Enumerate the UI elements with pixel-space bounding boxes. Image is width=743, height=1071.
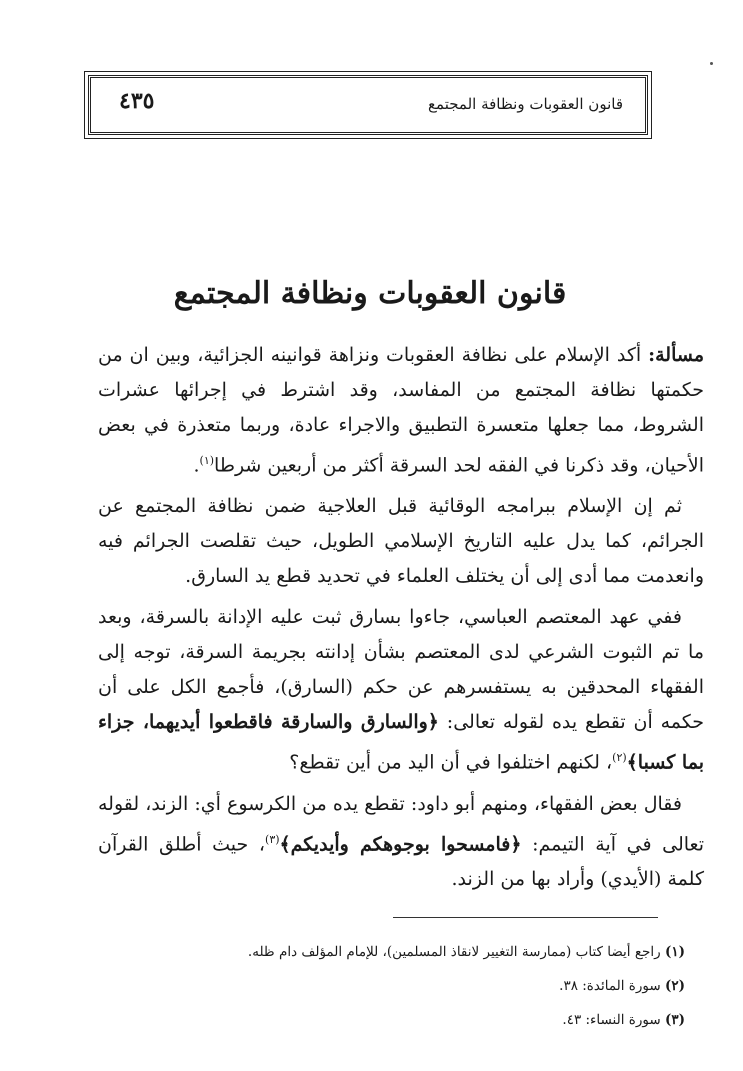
footnote-1: [125, 935, 685, 969]
paragraph-text: فقال بعض الفقهاء، ومنهم أبو داود: تقطع يده من الكرسوع أي: الزند، لقوله تعالى في آية التيمم:: [98, 792, 704, 855]
paragraph-2: [98, 489, 704, 594]
footnote-number: (٢): [664, 978, 685, 994]
footnotes: [125, 935, 685, 1037]
quran-verse: ﴿فامسحوا بوجوهكم وأيديكم﴾: [279, 832, 522, 855]
paragraph-text: ، حيث أطلق القرآن كلمة (الأيدي) وأراد بها من الزند.: [98, 832, 704, 890]
paragraph-text: أكد الإسلام على نظافة العقوبات ونزاهة قوانينه الجزائية، وبين ان من حكمتها نظافة المجتمع من المفاسد، وقد اشترط في إجرائها عشرات الشروط، مما جعلها متعسرة التطبيق والاجراء عادة، وربما متعذرة في بعض الأحيان، وقد ذكرنا في الفقه لحد السرقة أكثر من أربعين شرطا: [98, 344, 704, 477]
paragraph-text: ، لكنهم اختلفوا في أن اليد من أين تقطع؟: [289, 751, 613, 774]
paragraph-1: [98, 338, 704, 483]
body-text: [98, 338, 704, 903]
footnote-text: سورة النساء: ٤٣.: [562, 1012, 665, 1028]
lead-term: مسألة:: [648, 344, 704, 366]
footnote-number: (٣): [664, 1012, 685, 1028]
footnote-ref: (٣): [265, 832, 280, 846]
footnote-divider: [393, 917, 658, 918]
footnote-3: [125, 1003, 685, 1037]
footnote-text: سورة المائدة: ٣٨.: [559, 978, 665, 994]
paragraph-3: [98, 600, 704, 780]
footnote-ref: (١): [199, 454, 215, 467]
running-header: [88, 75, 648, 135]
paragraph-text: ففي عهد المعتصم العباسي، جاءوا بسارق ثبت عليه الإدانة بالسرقة، وبعد ما تم الثبوت الشرعي لدى المعتصم بشأن إدانته بجريمة السرقة، توجه إلى الفقهاء المحدقين به يستفسرهم عن حكم (السارق)، فأجمع الكل على أن حكمه أن تقطع يده لقوله تعالى:: [98, 606, 705, 734]
page-number: ٤٣٥: [119, 88, 155, 114]
footnote-text: راجع أيضا كتاب (ممارسة التغيير لانقاذ المسلمين)، للإمام المؤلف دام ظله.: [247, 944, 665, 960]
quran-verse: ﴿والسارق والسارقة فاقطعوا أيديهما، جزاء بما كسبا﴾: [98, 711, 704, 774]
paragraph-4: [98, 787, 704, 897]
page-speck: [710, 62, 713, 65]
running-title: قانون العقوبات ونظافة المجتمع: [428, 95, 623, 113]
chapter-title: قانون العقوبات ونظافة المجتمع: [173, 276, 567, 311]
footnote-2: [125, 969, 685, 1003]
footnote-ref: (٢): [612, 751, 627, 765]
paragraph-tail: .: [193, 454, 200, 477]
footnote-number: (١): [664, 944, 685, 960]
paragraph-text: ثم إن الإسلام ببرامجه الوقائية قبل العلاجية ضمن نظافة المجتمع عن الجرائم، كما يدل عليه التاريخ الإسلامي الطويل، حيث تقلصت الجرائم فيه وانعدمت مما أدى إلى أن يختلف العلماء في تحديد قطع يد السارق.: [98, 495, 704, 588]
